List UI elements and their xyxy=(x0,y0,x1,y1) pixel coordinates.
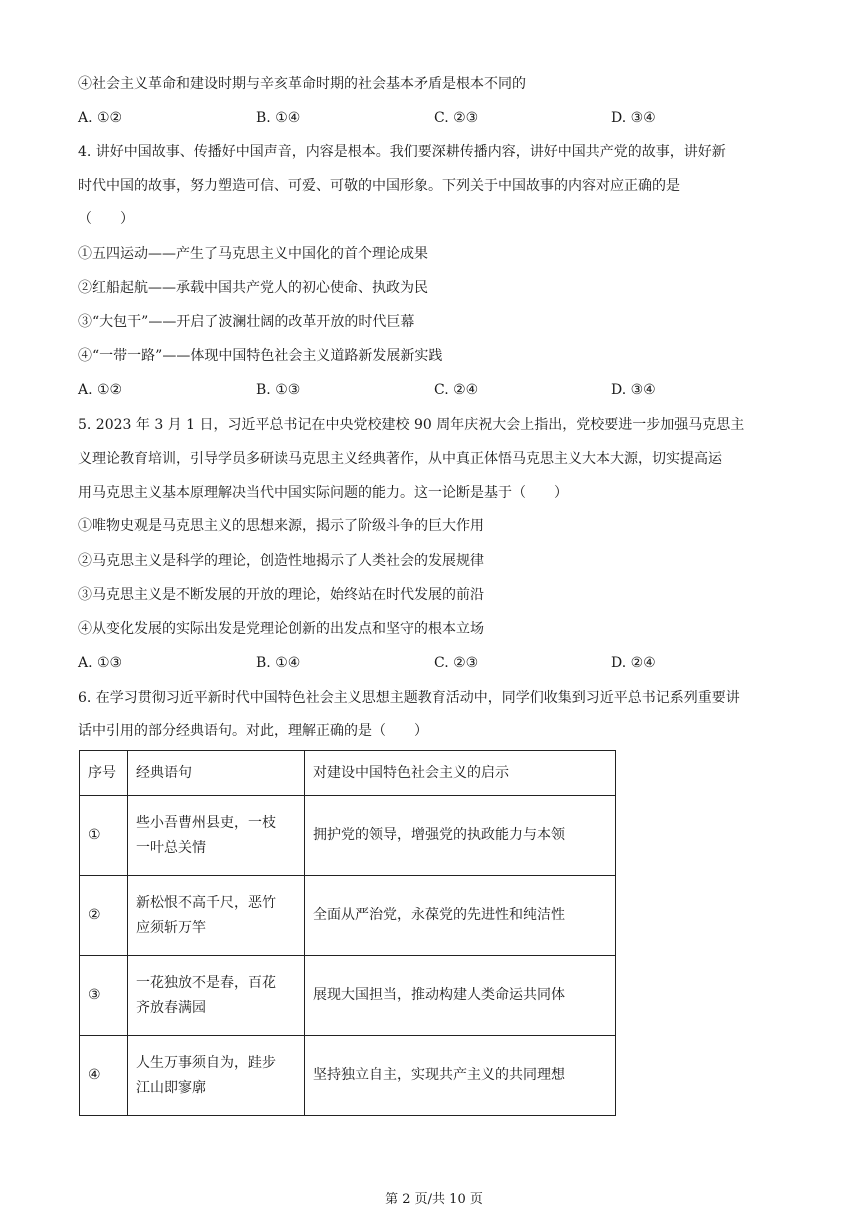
q5-options xyxy=(78,653,798,673)
quote-line: 些小吾曹州县吏，一枝 xyxy=(136,814,276,831)
q4-option-d: D. ③④ xyxy=(611,382,656,398)
row-number: ① xyxy=(80,796,128,876)
header-quote: 经典语句 xyxy=(128,751,305,796)
q5-stem-line-1: 5. 2023 年 3 月 1 日，习近平总书记在中央党校建校 90 周年庆祝大会上指出，党校要进一步加强马克思主 xyxy=(78,417,745,433)
q5-stem-line-3: 用马克思主义基本原理解决当代中国实际问题的能力。这一论断是基于（ ） xyxy=(78,485,568,501)
q3-option-a: A. ①② xyxy=(78,110,123,126)
q3-options xyxy=(78,108,798,128)
q5-statement-4: ④从变化发展的实际出发是党理论创新的出发点和坚守的根本立场 xyxy=(78,621,484,637)
quote-line: 一花独放不是春，百花 xyxy=(136,974,276,991)
row-quote xyxy=(128,1036,305,1116)
q6-stem-line-2: 话中引用的部分经典语句。对此，理解正确的是（ ） xyxy=(78,723,428,739)
q5-option-b: B. ①④ xyxy=(256,655,301,671)
row-number: ④ xyxy=(80,1036,128,1116)
q5-option-d: D. ②④ xyxy=(611,655,656,671)
q3-statement-4: ④社会主义革命和建设时期与辛亥革命时期的社会基本矛盾是根本不同的 xyxy=(78,76,526,92)
quote-line: 应须斩万竿 xyxy=(136,919,206,936)
q6-stem-line-1: 6. 在学习贯彻习近平新时代中国特色社会主义思想主题教育活动中，同学们收集到习近平总书记系列重要讲 xyxy=(78,690,740,706)
q4-option-b: B. ①③ xyxy=(256,382,301,398)
table-row xyxy=(80,1036,616,1116)
quote-line: 一叶总关情 xyxy=(136,839,206,856)
quote-line: 齐放春满园 xyxy=(136,999,206,1016)
q5-stem-line-2: 义理论教育培训，引导学员多研读马克思主义经典著作，从中真正体悟马克思主义大本大源，切实提高运 xyxy=(78,451,722,467)
page-footer: 第 2 页/共 10 页 xyxy=(385,1192,483,1207)
row-insight: 全面从严治党，永葆党的先进性和纯洁性 xyxy=(305,876,616,956)
quote-line: 新松恨不高千尺，恶竹 xyxy=(136,894,276,911)
table-row xyxy=(80,796,616,876)
q4-stem-line-3: （ ） xyxy=(78,211,134,227)
q3-option-b: B. ①④ xyxy=(256,110,301,126)
row-quote xyxy=(128,956,305,1036)
row-insight: 拥护党的领导，增强党的执政能力与本领 xyxy=(305,796,616,876)
q4-stem-line-1: 4. 讲好中国故事、传播好中国声音，内容是根本。我们要深耕传播内容，讲好中国共产党的故事，讲好新 xyxy=(78,144,726,160)
q5-statement-1: ①唯物史观是马克思主义的思想来源，揭示了阶级斗争的巨大作用 xyxy=(78,518,484,534)
q3-option-d: D. ③④ xyxy=(611,110,656,126)
q4-options xyxy=(78,380,798,400)
q4-option-a: A. ①② xyxy=(78,382,123,398)
q4-statement-2: ②红船起航——承载中国共产党人的初心使命、执政为民 xyxy=(78,280,428,296)
q4-statement-1: ①五四运动——产生了马克思主义中国化的首个理论成果 xyxy=(78,246,428,262)
q4-statement-4: ④“一带一路”——体现中国特色社会主义道路新发展新实践 xyxy=(78,348,443,364)
quote-table xyxy=(79,750,616,1116)
row-insight: 坚持独立自主，实现共产主义的共同理想 xyxy=(305,1036,616,1116)
row-quote xyxy=(128,876,305,956)
header-insight: 对建设中国特色社会主义的启示 xyxy=(305,751,616,796)
quote-line: 人生万事须自为，跬步 xyxy=(136,1054,276,1071)
q5-option-a: A. ①③ xyxy=(78,655,123,671)
q5-statement-3: ③马克思主义是不断发展的开放的理论，始终站在时代发展的前沿 xyxy=(78,587,484,603)
q4-statement-3: ③“大包干”——开启了波澜壮阔的改革开放的时代巨幕 xyxy=(78,314,415,330)
q5-option-c: C. ②③ xyxy=(434,655,479,671)
quote-line: 江山即寥廓 xyxy=(136,1079,206,1096)
table-row xyxy=(80,956,616,1036)
row-number: ② xyxy=(80,876,128,956)
header-number: 序号 xyxy=(80,751,128,796)
table-row xyxy=(80,876,616,956)
row-insight: 展现大国担当，推动构建人类命运共同体 xyxy=(305,956,616,1036)
q5-statement-2: ②马克思主义是科学的理论，创造性地揭示了人类社会的发展规律 xyxy=(78,553,484,569)
q4-stem-line-2: 时代中国的故事，努力塑造可信、可爱、可敬的中国形象。下列关于中国故事的内容对应正确的是 xyxy=(78,178,680,194)
row-number: ③ xyxy=(80,956,128,1036)
q3-option-c: C. ②③ xyxy=(434,110,479,126)
q4-option-c: C. ②④ xyxy=(434,382,479,398)
table-header-row xyxy=(80,751,616,796)
row-quote xyxy=(128,796,305,876)
